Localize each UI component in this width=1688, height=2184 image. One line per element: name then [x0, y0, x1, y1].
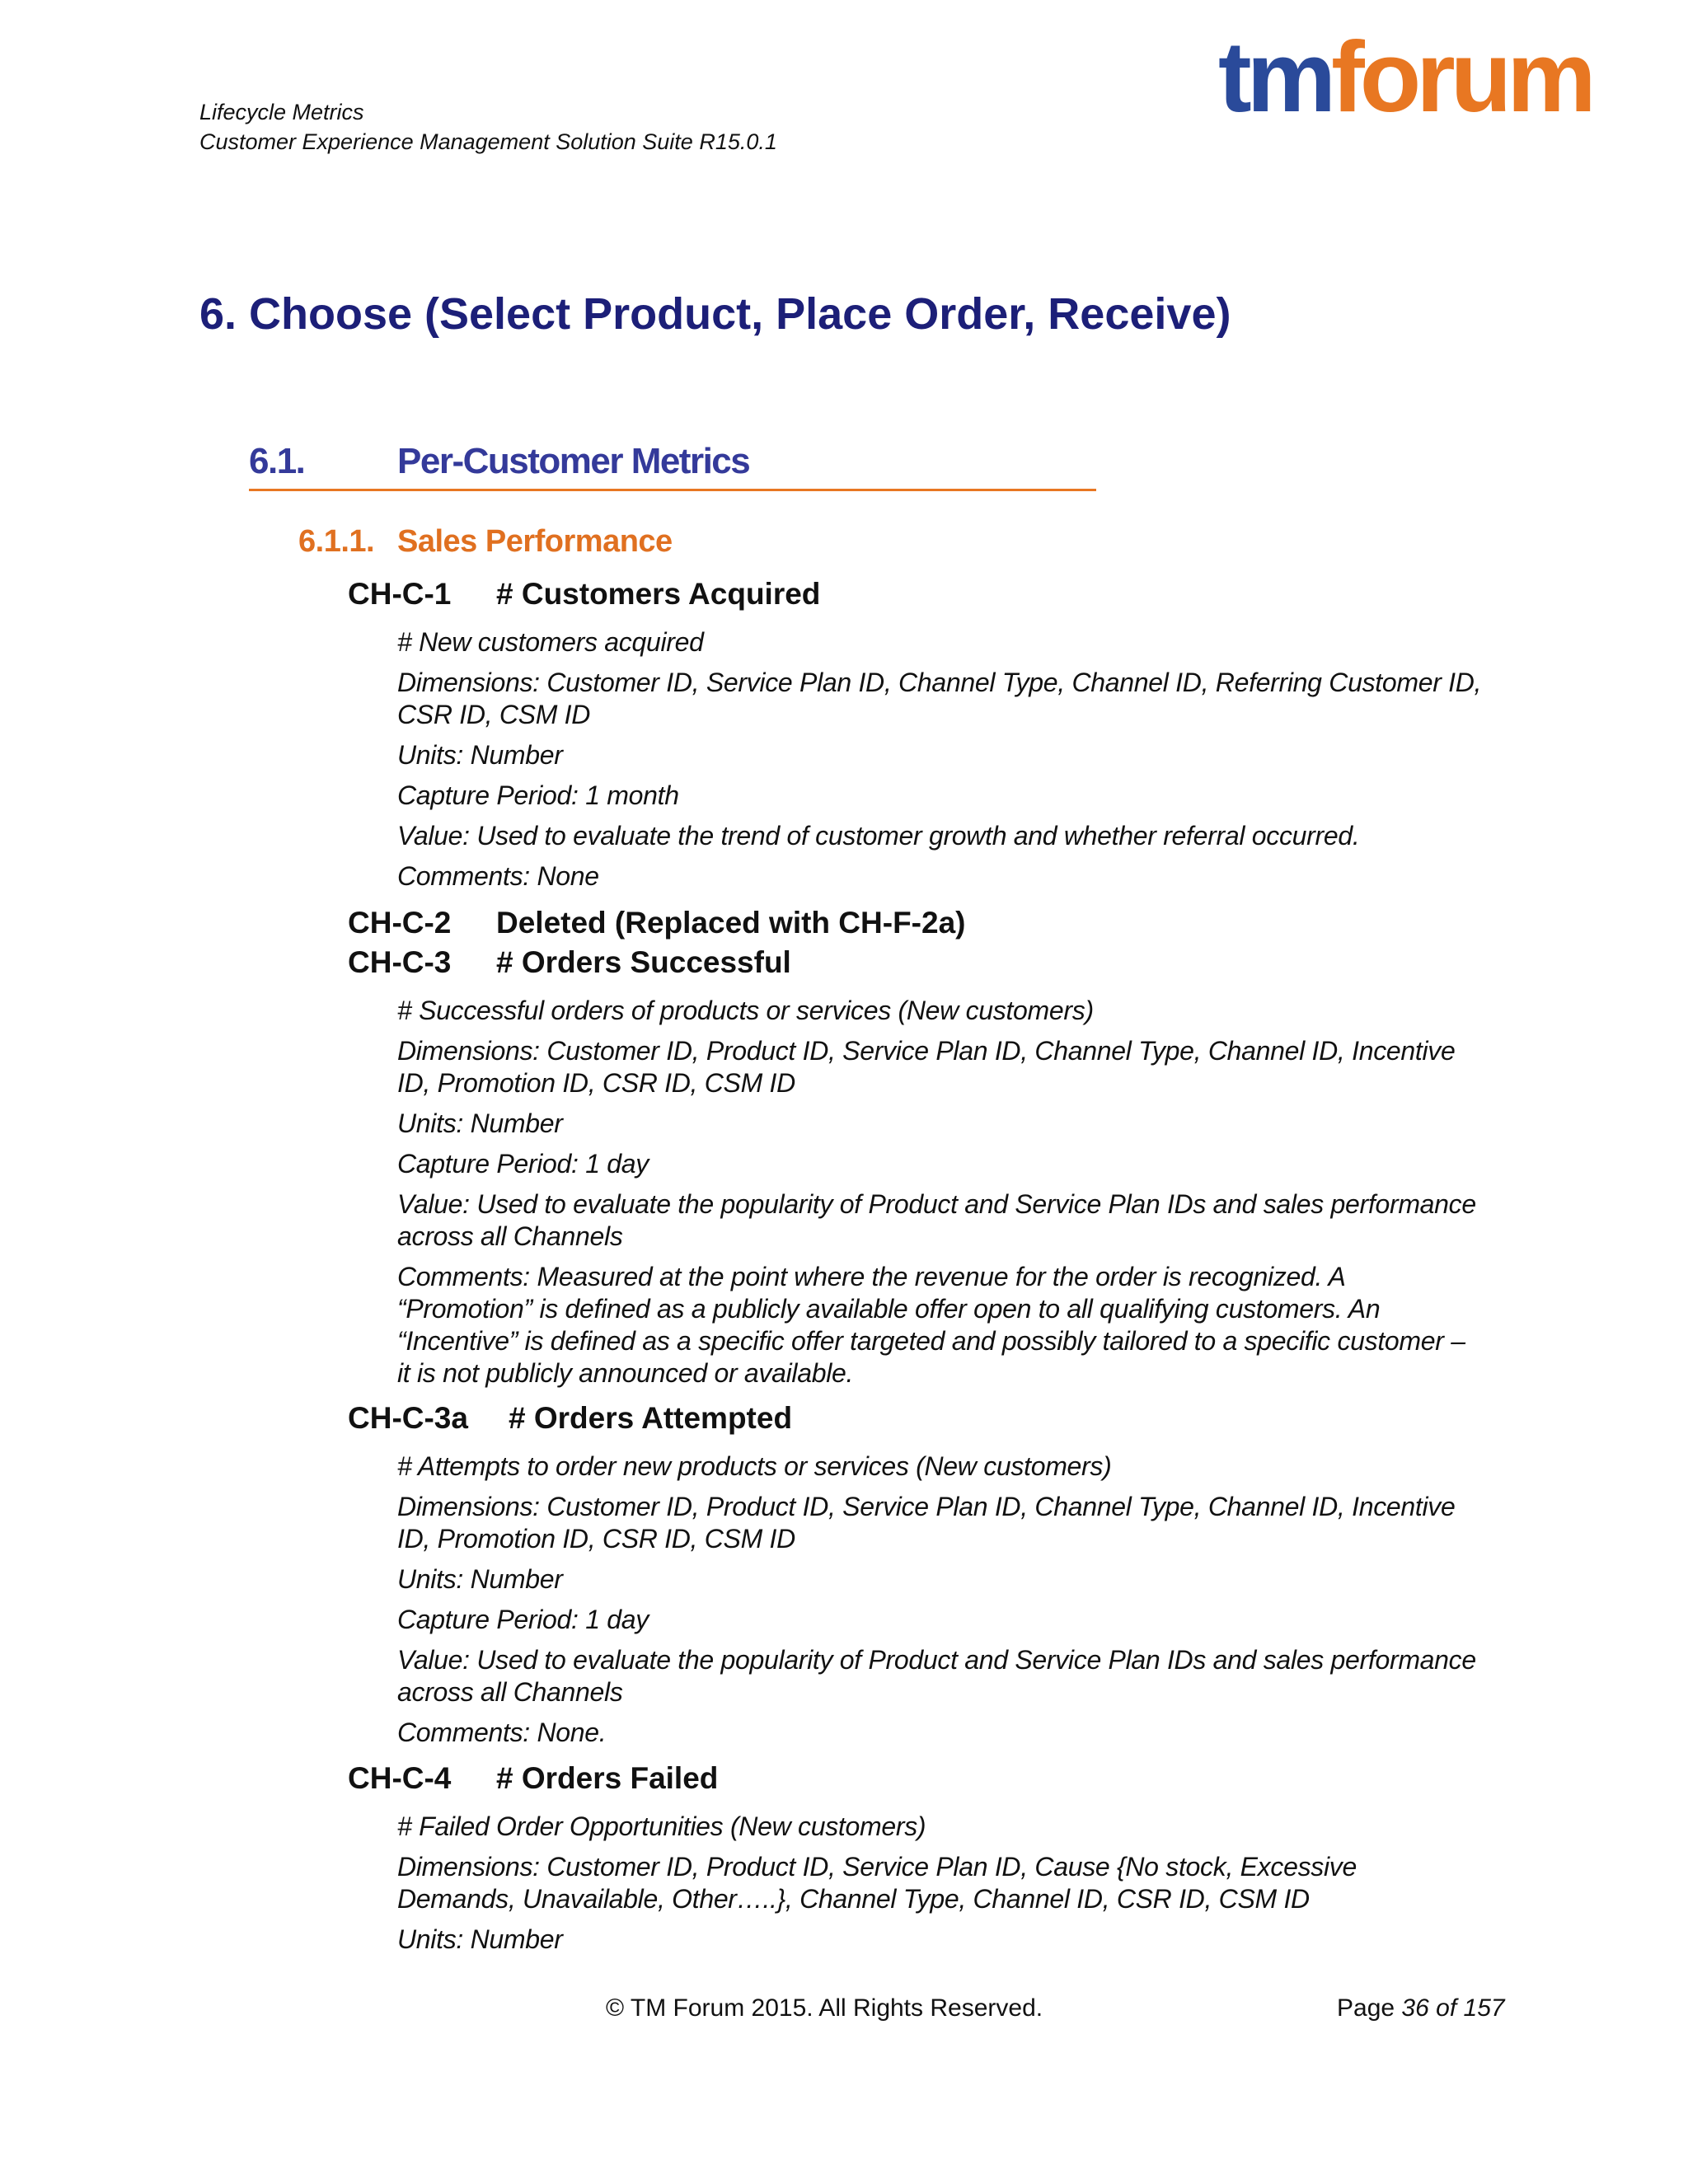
- subsection-title: Sales Performance: [397, 524, 673, 559]
- chapter-heading: [199, 288, 1231, 340]
- metric-code: CH-C-3: [348, 945, 452, 979]
- page-label: Page: [1337, 1994, 1395, 2022]
- footer-page-number: [1337, 1994, 1505, 2022]
- metric-code: CH-C-1: [348, 577, 452, 611]
- document-header: [199, 97, 777, 157]
- metric-dimensions: Dimensions: Customer ID, Product ID, Service Plan ID, Channel Type, Channel ID, Incentive: [397, 1492, 1456, 1521]
- metric-heading: [348, 906, 965, 940]
- metric-value: Value: Used to evaluate the popularity of Product and Service Plan IDs and sales performance: [397, 1189, 1476, 1219]
- metric-comments-cont: “Incentive” is defined as a specific offer targeted and possibly tailored to a specific customer –: [397, 1326, 1465, 1356]
- subsection-number: 6.1.1.: [298, 524, 375, 559]
- subsection-heading: [298, 524, 673, 560]
- metric-dimensions-cont: ID, Promotion ID, CSR ID, CSM ID: [397, 1524, 795, 1554]
- chapter-number: 6.: [199, 289, 237, 339]
- metric-dimensions-cont: Demands, Unavailable, Other…..}, Channel Type, Channel ID, CSR ID, CSM ID: [397, 1884, 1310, 1914]
- metric-value-cont: across all Channels: [397, 1221, 623, 1251]
- metric-dimensions-cont: CSR ID, CSM ID: [397, 700, 591, 729]
- metric-comments: Comments: None: [397, 861, 599, 891]
- metric-code: CH-C-4: [348, 1761, 452, 1795]
- metric-description: # Successful orders of products or services (New customers): [397, 996, 1094, 1025]
- page-of: of: [1436, 1994, 1457, 2022]
- metric-heading: [348, 1401, 792, 1436]
- metric-value-cont: across all Channels: [397, 1677, 623, 1707]
- chapter-title: Choose (Select Product, Place Order, Receive): [249, 289, 1231, 339]
- metric-comments: Comments: Measured at the point where the revenue for the order is recognized. A: [397, 1262, 1346, 1291]
- metric-description: # Attempts to order new products or services (New customers): [397, 1451, 1112, 1481]
- header-line-1: Lifecycle Metrics: [199, 100, 364, 124]
- metric-comments: Comments: None.: [397, 1718, 607, 1747]
- metric-units: Units: Number: [397, 1564, 563, 1594]
- metric-title: # Orders Attempted: [509, 1401, 793, 1435]
- page-current: 36: [1401, 1994, 1429, 2022]
- metric-heading: [348, 1761, 718, 1796]
- metric-title: # Orders Successful: [496, 945, 791, 979]
- metric-dimensions-cont: ID, Promotion ID, CSR ID, CSM ID: [397, 1068, 795, 1098]
- metric-title: # Customers Acquired: [496, 577, 821, 611]
- metric-dimensions: Dimensions: Customer ID, Product ID, Service Plan ID, Cause {No stock, Excessive: [397, 1852, 1357, 1882]
- metric-capture-period: Capture Period: 1 day: [397, 1149, 649, 1179]
- header-line-2: Customer Experience Management Solution Suite R15.0.1: [199, 129, 777, 154]
- metric-title: # Orders Failed: [496, 1761, 719, 1795]
- footer-copyright: © TM Forum 2015. All Rights Reserved.: [606, 1994, 1043, 2022]
- metric-heading: [348, 577, 820, 612]
- metric-description: # New customers acquired: [397, 627, 704, 657]
- section-title: Per-Customer Metrics: [397, 441, 750, 481]
- page-total: 157: [1463, 1994, 1505, 2022]
- logo-tm: tm: [1218, 21, 1332, 133]
- metric-comments-cont: it is not publicly announced or available.: [397, 1358, 854, 1388]
- metric-capture-period: Capture Period: 1 month: [397, 780, 679, 810]
- section-number: 6.1.: [249, 441, 305, 481]
- metric-value: Value: Used to evaluate the popularity of Product and Service Plan IDs and sales performance: [397, 1645, 1476, 1675]
- metric-description: # Failed Order Opportunities (New customers): [397, 1811, 926, 1841]
- metric-title: Deleted (Replaced with CH-F-2a): [496, 906, 966, 940]
- metric-value: Value: Used to evaluate the trend of customer growth and whether referral occurred.: [397, 821, 1360, 851]
- metric-code: CH-C-3a: [348, 1401, 468, 1435]
- metric-units: Units: Number: [397, 740, 563, 770]
- metric-units: Units: Number: [397, 1924, 563, 1954]
- metric-dimensions: Dimensions: Customer ID, Service Plan ID, Channel Type, Channel ID, Referring Customer ID,: [397, 668, 1482, 697]
- metric-dimensions: Dimensions: Customer ID, Product ID, Service Plan ID, Channel Type, Channel ID, Incentive: [397, 1036, 1456, 1066]
- metric-units: Units: Number: [397, 1108, 563, 1138]
- metric-comments-cont: “Promotion” is defined as a publicly available offer open to all qualifying customers. An: [397, 1294, 1381, 1324]
- logo-forum: forum: [1331, 21, 1592, 133]
- metric-capture-period: Capture Period: 1 day: [397, 1605, 649, 1634]
- section-heading: [249, 441, 1096, 491]
- metric-code: CH-C-2: [348, 906, 452, 940]
- tmforum-logo: [1218, 21, 1592, 133]
- metric-heading: [348, 945, 791, 980]
